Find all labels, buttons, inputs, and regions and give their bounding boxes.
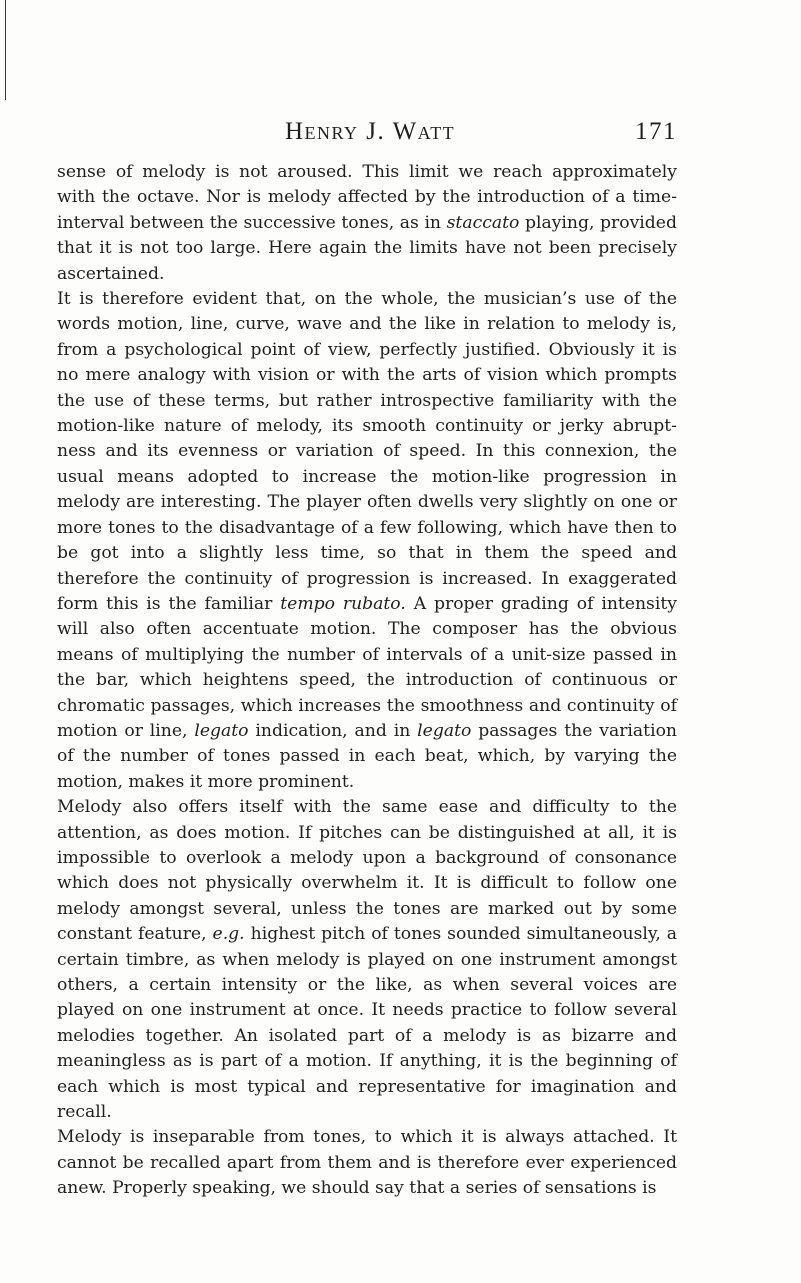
page-edge-line bbox=[5, 0, 6, 100]
italic-term: staccato bbox=[446, 212, 520, 233]
paragraph-text: A proper grading of intensity will also often accentuate motion. The composer has the obvious means of multiplying the number of intervals of a unit-size passed in the bar, which heightens speed, the introduction of continuous or chromatic passages, which increases the smoothness and continuity of motion or line, bbox=[57, 593, 677, 741]
paragraph-text: indication, and in bbox=[248, 720, 418, 741]
paragraph-text: highest pitch of tones sounded simultaneously, a certain timbre, as when melody is played on one instrument amongst others, a certain intensity or the like, as when several voices are played on one instrument at once. It needs practice to follow several melodies together. An isolated part of a melody is as bizarre and meaningless as is part of a motion. If anything, it is the beginning of each which is most typical and representative for imagination and recall. bbox=[57, 924, 678, 1123]
italic-term: legato bbox=[194, 720, 249, 741]
paragraph-text: sense of melody is not aroused. This limit we reach approximately with the octave. Nor is melody affected by the introduction of a time-interval between the successive tones, as in bbox=[57, 162, 677, 233]
body-text bbox=[57, 160, 677, 1202]
italic-term: tempo rubato. bbox=[280, 593, 406, 614]
italic-term: legato bbox=[417, 720, 472, 741]
paragraph bbox=[57, 1125, 677, 1201]
paragraph-text: Melody is inseparable from tones, to which it is always attached. It cannot be recalled apart from them and is therefore ever experienced anew. Properly speaking, we should say that a series of sensations is bbox=[57, 1127, 677, 1199]
paragraph-text: It is therefore evident that, on the whole, the musician’s use of the words motion, line, curve, wave and the like in relation to melody is, from a psychological point of view, perfectly justified. Obviously it is no mere analogy with vision or with the arts of vision which prompts the use of these terms, but rather introspective familiarity with the motion-like nature of melody, its smooth continuity or jerky abrupt-ness and its evenness or variation of speed. In this connexion, the usual means adopted to increase the motion-like progression in melody are interesting. The player often dwells very slightly on one or more tones to the disadvantage of a few following, which have then to be got into a slightly less time, so that in them the speed and therefore the continuity of progression is increased. In exaggerated form this is the familiar bbox=[57, 289, 677, 614]
italic-term: e.g. bbox=[212, 924, 245, 945]
paragraph bbox=[57, 795, 677, 1125]
paragraph-text: passages the variation of the number of tones passed in each beat, which, by varying the motion, makes it more prominent. bbox=[57, 720, 677, 792]
page-number: 171 bbox=[635, 118, 677, 145]
paragraph bbox=[57, 160, 677, 287]
running-head bbox=[285, 118, 677, 148]
paragraph-text: Melody also offers itself with the same ease and difficulty to the attention, as does motion. If pitches can be distinguished at all, it is impossible to overlook a melody upon a background of consonance which does not physically overwhelm it. It is difficult to follow one melody amongst several, unless the tones are marked out by some constant feature, bbox=[57, 797, 677, 945]
paragraph bbox=[57, 287, 677, 795]
paragraph-text: playing, provided that it is not too large. Here again the limits have not been precisely ascertained. bbox=[57, 212, 677, 284]
running-head-author: Henry J. Watt bbox=[285, 118, 456, 145]
